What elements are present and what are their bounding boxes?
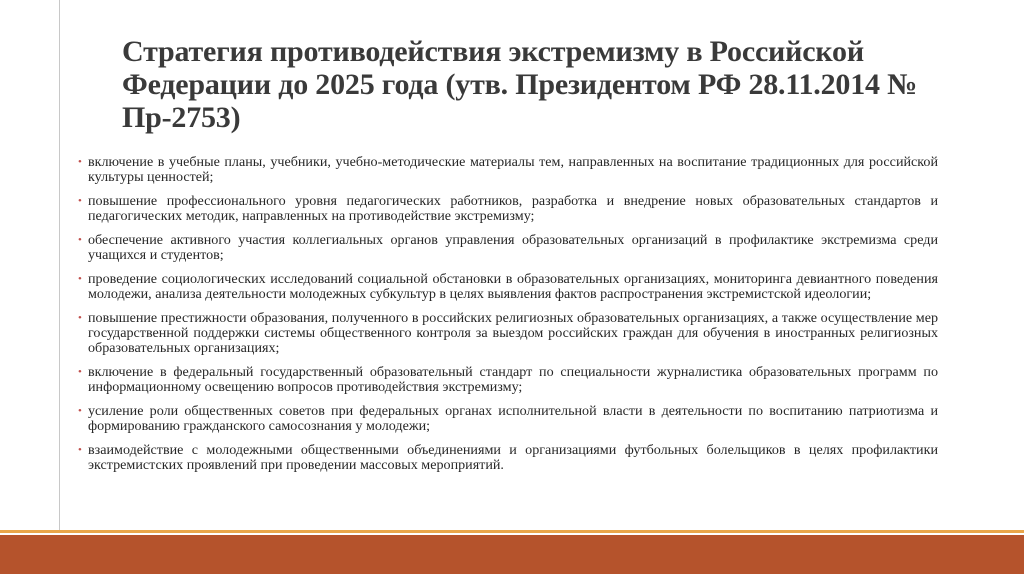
footer-bar	[0, 535, 1024, 574]
bullet-icon: •	[78, 405, 82, 417]
bullet-text: повышение престижности образования, полученного в российских религиозных образовательных организациях, а также осуществление мер государственной поддержки системы общественного контроля за выездом российских граждан для обучения в иностранных религиозных образовательных организациях;	[88, 310, 938, 356]
bullet-text: включение в учебные планы, учебники, учебно-методические материалы тем, направленных на воспитание традиционных для российской культуры ценностей;	[88, 154, 938, 185]
bullet-item-5	[78, 311, 938, 356]
bullet-text: включение в федеральный государственный образовательный стандарт по специальности журналистика образовательных программ по информационному освещению вопросов противодействия экстремизму;	[88, 364, 938, 395]
bullet-item-1	[78, 155, 938, 185]
bullet-text: взаимодействие с молодежными общественными объединениями и организациями футбольных болельщиков в целях профилактики экстремистских проявлений при проведении массовых мероприятий.	[88, 442, 938, 473]
bullet-icon: •	[78, 273, 82, 285]
footer-accent-line	[0, 530, 1024, 533]
bullet-item-6	[78, 365, 938, 395]
bullet-icon: •	[78, 444, 82, 456]
bullet-icon: •	[78, 156, 82, 168]
bullet-list	[78, 155, 938, 481]
bullet-item-2	[78, 194, 938, 224]
bullet-icon: •	[78, 195, 82, 207]
slide-title: Стратегия противодействия экстремизму в Российской Федерации до 2025 года (утв. Президентом РФ 28.11.2014 № Пр-2753)	[122, 35, 918, 134]
bullet-item-4	[78, 272, 938, 302]
slide-left-rule	[59, 0, 60, 533]
bullet-text: обеспечение активного участия коллегиальных органов управления образовательных организаций в профилактике экстремизма среди учащихся и студентов;	[88, 232, 938, 263]
bullet-icon: •	[78, 234, 82, 246]
bullet-text: усиление роли общественных советов при федеральных органах исполнительной власти в деятельности по воспитанию патриотизма и формированию гражданского самосознания у молодежи;	[88, 403, 938, 434]
bullet-item-8	[78, 443, 938, 473]
bullet-icon: •	[78, 312, 82, 324]
bullet-text: проведение социологических исследований социальной обстановки в образовательных организациях, мониторинга девиантного поведения молодежи, анализа деятельности молодежных субкультур в целях выявления фактов распространения экстремистской идеологии;	[88, 271, 938, 302]
bullet-item-7	[78, 404, 938, 434]
bullet-item-3	[78, 233, 938, 263]
bullet-text: повышение профессионального уровня педагогических работников, разработка и внедрение новых образовательных стандартов и педагогических методик, направленных на противодействие экстремизму;	[88, 193, 938, 224]
bullet-icon: •	[78, 366, 82, 378]
